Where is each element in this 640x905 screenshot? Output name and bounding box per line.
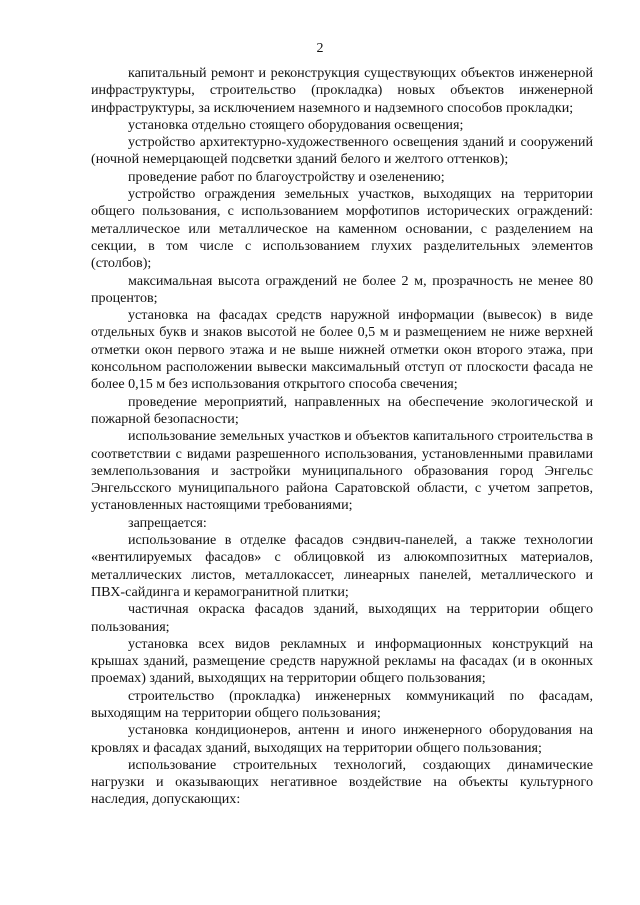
paragraph-utility-lines: строительство (прокладка) инженерных коммуникаций по фасадам, выходящим на территории общего пользования; bbox=[91, 687, 593, 721]
paragraph-partial-painting: частичная окраска фасадов зданий, выходящих на территории общего пользования; bbox=[91, 601, 593, 635]
paragraph-architectural-lighting: устройство архитектурно-художественного освещения зданий и сооружений (ночной немерцающей подсветки зданий белого и желтого оттенков); bbox=[91, 134, 593, 168]
paragraph-infrastructure-repair: капитальный ремонт и реконструкция существующих объектов инженерной инфраструктуры, строительство (прокладка) новых объектов инженерной инфраструктуры, за исключением наземного и надземного способов прокладки; bbox=[91, 65, 593, 116]
paragraph-advertising: установка всех видов рекламных и информационных конструкций на крышах зданий, размещение средств наружной рекламы на фасадах (и в оконных проемах) зданий, выходящих на территории общего пользования; bbox=[91, 635, 593, 687]
paragraph-landscaping: проведение работ по благоустройству и озеленению; bbox=[128, 168, 445, 185]
paragraph-land-use: использование земельных участков и объектов капитального строительства в соответствии с видами разрешенного использования, установленными правилами землепользования и застройки муниципального образования город Энгельс Энгельсского муниципального района Саратовской области, с учетом запретов, установленных настоящими требованиями; bbox=[91, 428, 593, 514]
paragraph-construction-tech: использование строительных технологий, создающих динамические нагрузки и оказывающих негативное воздействие на объекты культурного наследия, допускающих: bbox=[91, 756, 593, 808]
paragraph-facade-materials: использование в отделке фасадов сэндвич-панелей, а также технологии «вентилируемых фасадов» с облицовкой из алюкомпозитных материалов, металлических листов, металлокассет, линеарных панелей, металлического и ПВХ-сайдинга и керамогранитной плитки; bbox=[91, 532, 593, 600]
paragraph-signage: установка на фасадах средств наружной информации (вывесок) в виде отдельных букв и знаков высотой не более 0,5 м и размещением не ниже верхней отметки окон первого этажа и не выше нижней отметки окон второго этажа, при консольном расположении вывески максимальный отступ от плоскости фасада не более 0,15 м без использования открытого способа свечения; bbox=[91, 307, 593, 393]
page-number: 2 bbox=[316, 41, 324, 56]
paragraph-safety-measures: проведение мероприятий, направленных на обеспечение экологической и пожарной безопасности; bbox=[91, 393, 593, 427]
paragraph-fence-height: максимальная высота ограждений не более 2 м, прозрачность не менее 80 процентов; bbox=[91, 272, 593, 306]
paragraph-lighting-equipment: установка отдельно стоящего оборудования освещения; bbox=[128, 116, 464, 133]
paragraph-air-conditioners: установка кондиционеров, антенн и иного инженерного оборудования на кровлях и фасадах зданий, выходящих на территории общего пользования; bbox=[91, 722, 593, 756]
paragraph-prohibited-heading: запрещается: bbox=[128, 514, 207, 531]
paragraph-fencing: устройство ограждения земельных участков, выходящих на территории общего пользования, с использованием морфотипов исторических ограждений: металлическое или металлическое на каменном основании, с разделением на секции, в том числе с использованием глухих разделительных элементов (столбов); bbox=[91, 186, 593, 272]
document-body bbox=[91, 65, 593, 809]
